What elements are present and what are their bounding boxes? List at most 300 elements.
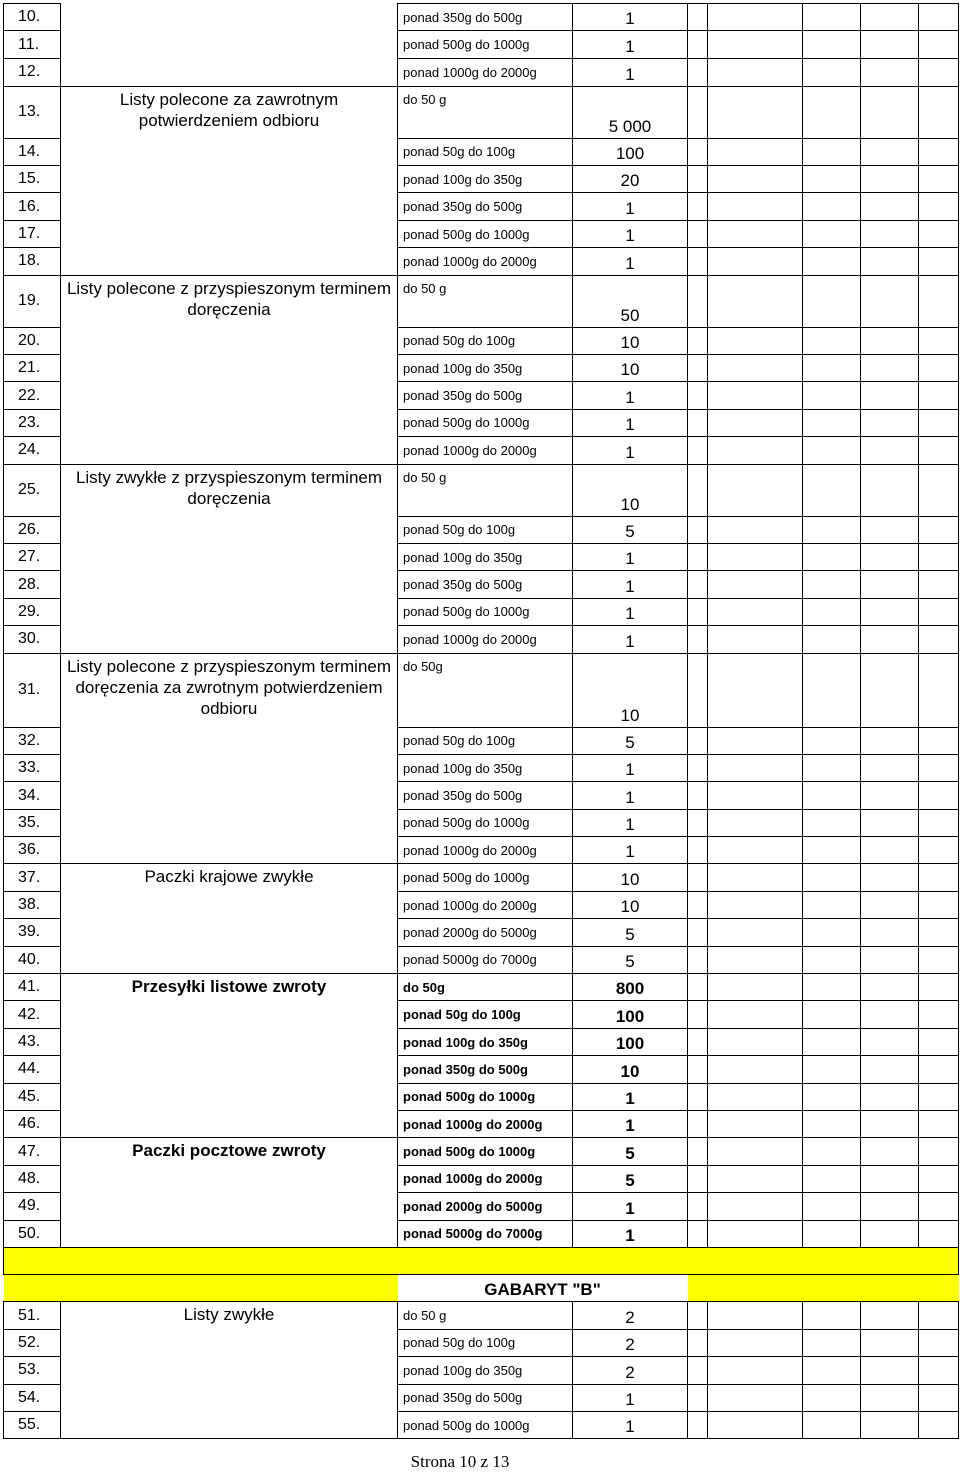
- empty-cell: [803, 193, 861, 220]
- empty-cell: [861, 754, 919, 781]
- weight-range: do 50 g: [398, 86, 573, 138]
- quantity: 2: [573, 1357, 688, 1384]
- empty-cell: [919, 248, 959, 275]
- quantity: 1: [573, 837, 688, 864]
- empty-cell: [861, 4, 919, 31]
- tariff-table: [3, 3, 959, 1439]
- empty-cell: [708, 1138, 803, 1165]
- empty-cell: [708, 1056, 803, 1083]
- row-number: 49.: [4, 1193, 61, 1220]
- empty-cell: [708, 355, 803, 382]
- empty-cell: [861, 1111, 919, 1138]
- empty-cell: [861, 1384, 919, 1411]
- row-number: 50.: [4, 1220, 61, 1247]
- empty-cell: [919, 1083, 959, 1110]
- table-row: [4, 4, 959, 31]
- empty-cell: [688, 891, 708, 918]
- empty-cell: [688, 1302, 708, 1329]
- row-number: 46.: [4, 1111, 61, 1138]
- quantity: 1: [573, 382, 688, 409]
- empty-cell: [919, 1357, 959, 1384]
- weight-range: ponad 1000g do 2000g: [398, 837, 573, 864]
- empty-cell: [708, 1083, 803, 1110]
- row-number: 40.: [4, 946, 61, 973]
- quantity: 1: [573, 626, 688, 653]
- row-number: 11.: [4, 31, 61, 58]
- empty-cell: [688, 1028, 708, 1055]
- empty-cell: [803, 1083, 861, 1110]
- empty-cell: [688, 1001, 708, 1028]
- quantity: 20: [573, 166, 688, 193]
- row-number: 47.: [4, 1138, 61, 1165]
- empty-cell: [708, 974, 803, 1001]
- weight-range: ponad 350g do 500g: [398, 382, 573, 409]
- row-number: 31.: [4, 653, 61, 727]
- quantity: 50: [573, 275, 688, 327]
- weight-range: do 50g: [398, 974, 573, 1001]
- row-number: 55.: [4, 1411, 61, 1438]
- empty-cell: [708, 626, 803, 653]
- quantity: 10: [573, 653, 688, 727]
- empty-cell: [688, 193, 708, 220]
- section-title-row: [4, 1274, 959, 1301]
- empty-cell: [803, 754, 861, 781]
- empty-cell: [688, 248, 708, 275]
- empty-cell: [688, 653, 708, 727]
- quantity: 10: [573, 355, 688, 382]
- empty-cell: [861, 409, 919, 436]
- empty-cell: [708, 1220, 803, 1247]
- empty-cell: [803, 516, 861, 543]
- empty-cell: [688, 974, 708, 1001]
- empty-cell: [919, 1028, 959, 1055]
- empty-cell: [919, 437, 959, 464]
- row-number: 41.: [4, 974, 61, 1001]
- empty-cell: [708, 809, 803, 836]
- empty-cell: [803, 1411, 861, 1438]
- empty-cell: [4, 1274, 398, 1301]
- empty-cell: [919, 1193, 959, 1220]
- empty-cell: [861, 1357, 919, 1384]
- quantity: 5: [573, 919, 688, 946]
- empty-cell: [688, 1083, 708, 1110]
- quantity: 2: [573, 1329, 688, 1356]
- empty-cell: [861, 1220, 919, 1247]
- empty-cell: [861, 626, 919, 653]
- row-number: 16.: [4, 193, 61, 220]
- empty-cell: [803, 4, 861, 31]
- empty-cell: [803, 974, 861, 1001]
- empty-cell: [688, 782, 708, 809]
- empty-cell: [861, 1028, 919, 1055]
- empty-cell: [708, 1193, 803, 1220]
- row-number: 45.: [4, 1083, 61, 1110]
- quantity: 5: [573, 1165, 688, 1192]
- weight-range: do 50 g: [398, 464, 573, 516]
- empty-cell: [688, 727, 708, 754]
- row-number: 30.: [4, 626, 61, 653]
- empty-cell: [861, 193, 919, 220]
- table-row: [4, 864, 959, 891]
- empty-cell: [861, 382, 919, 409]
- empty-cell: [861, 58, 919, 86]
- weight-range: ponad 350g do 500g: [398, 1384, 573, 1411]
- empty-cell: [688, 946, 708, 973]
- empty-cell: [708, 248, 803, 275]
- empty-cell: [861, 891, 919, 918]
- empty-cell: [919, 727, 959, 754]
- empty-cell: [919, 543, 959, 570]
- empty-cell: [919, 193, 959, 220]
- empty-cell: [708, 58, 803, 86]
- weight-range: ponad 2000g do 5000g: [398, 919, 573, 946]
- empty-cell: [688, 86, 708, 138]
- empty-cell: [708, 409, 803, 436]
- weight-range: ponad 1000g do 2000g: [398, 437, 573, 464]
- quantity: 2: [573, 1302, 688, 1329]
- quantity: 100: [573, 1028, 688, 1055]
- empty-cell: [861, 464, 919, 516]
- quantity: 1: [573, 543, 688, 570]
- weight-range: ponad 5000g do 7000g: [398, 1220, 573, 1247]
- row-number: 54.: [4, 1384, 61, 1411]
- empty-cell: [708, 1302, 803, 1329]
- empty-cell: [803, 248, 861, 275]
- quantity: 5: [573, 946, 688, 973]
- quantity: 5: [573, 516, 688, 543]
- weight-range: ponad 1000g do 2000g: [398, 1165, 573, 1192]
- empty-cell: [919, 1138, 959, 1165]
- empty-cell: [803, 571, 861, 598]
- empty-cell: [803, 891, 861, 918]
- highlight-band: [4, 1247, 959, 1274]
- empty-cell: [919, 598, 959, 625]
- empty-cell: [919, 1329, 959, 1356]
- empty-cell: [708, 166, 803, 193]
- weight-range: ponad 100g do 350g: [398, 166, 573, 193]
- empty-cell: [688, 809, 708, 836]
- empty-cell: [803, 1111, 861, 1138]
- empty-cell: [861, 837, 919, 864]
- weight-range: ponad 500g do 1000g: [398, 220, 573, 247]
- weight-range: do 50 g: [398, 1302, 573, 1329]
- table-row: [4, 31, 959, 58]
- empty-cell: [861, 1193, 919, 1220]
- empty-cell: [688, 1193, 708, 1220]
- empty-cell: [803, 409, 861, 436]
- empty-cell: [919, 754, 959, 781]
- quantity: 800: [573, 974, 688, 1001]
- empty-cell: [803, 138, 861, 165]
- row-number: 12.: [4, 58, 61, 86]
- quantity: 1: [573, 1220, 688, 1247]
- quantity: 1: [573, 1193, 688, 1220]
- empty-cell: [688, 220, 708, 247]
- empty-cell: [803, 543, 861, 570]
- empty-cell: [688, 31, 708, 58]
- empty-cell: [919, 327, 959, 354]
- quantity: 1: [573, 598, 688, 625]
- weight-range: ponad 50g do 100g: [398, 1329, 573, 1356]
- item-name: Listy zwykłe: [61, 1302, 398, 1439]
- empty-cell: [919, 782, 959, 809]
- empty-cell: [803, 31, 861, 58]
- row-number: 34.: [4, 782, 61, 809]
- weight-range: ponad 1000g do 2000g: [398, 248, 573, 275]
- empty-cell: [803, 58, 861, 86]
- weight-range: ponad 1000g do 2000g: [398, 1111, 573, 1138]
- empty-cell: [688, 1357, 708, 1384]
- empty-cell: [919, 864, 959, 891]
- empty-cell: [803, 1056, 861, 1083]
- item-name: Listy polecone z przyspieszonym terminem doręczenia za zwrotnym potwierdzeniem odbioru: [61, 653, 398, 864]
- empty-cell: [861, 1083, 919, 1110]
- row-number: 33.: [4, 754, 61, 781]
- empty-cell: [708, 1411, 803, 1438]
- weight-range: ponad 100g do 350g: [398, 355, 573, 382]
- row-number: 43.: [4, 1028, 61, 1055]
- row-number: 23.: [4, 409, 61, 436]
- empty-cell: [708, 138, 803, 165]
- empty-cell: [708, 1028, 803, 1055]
- quantity: 1: [573, 248, 688, 275]
- empty-cell: [919, 919, 959, 946]
- empty-cell: [688, 1056, 708, 1083]
- empty-cell: [861, 516, 919, 543]
- empty-cell: [919, 1411, 959, 1438]
- empty-cell: [708, 919, 803, 946]
- empty-cell: [861, 598, 919, 625]
- empty-cell: [688, 355, 708, 382]
- empty-cell: [708, 543, 803, 570]
- weight-range: ponad 350g do 500g: [398, 782, 573, 809]
- empty-cell: [708, 864, 803, 891]
- row-number: 48.: [4, 1165, 61, 1192]
- row-number: 10.: [4, 4, 61, 31]
- weight-range: ponad 500g do 1000g: [398, 409, 573, 436]
- empty-cell: [688, 1329, 708, 1356]
- empty-cell: [919, 31, 959, 58]
- empty-cell: [919, 382, 959, 409]
- empty-cell: [708, 1384, 803, 1411]
- page-number: Strona 10 z 13: [410, 1452, 510, 1471]
- quantity: 1: [573, 220, 688, 247]
- table-row: [4, 86, 959, 138]
- quantity: 1: [573, 437, 688, 464]
- row-number: 21.: [4, 355, 61, 382]
- weight-range: ponad 50g do 100g: [398, 727, 573, 754]
- empty-cell: [708, 946, 803, 973]
- row-number: 27.: [4, 543, 61, 570]
- row-number: 38.: [4, 891, 61, 918]
- empty-cell: [861, 864, 919, 891]
- empty-cell: [708, 1165, 803, 1192]
- empty-cell: [708, 1001, 803, 1028]
- empty-cell: [803, 782, 861, 809]
- empty-cell: [688, 1138, 708, 1165]
- empty-cell: [861, 974, 919, 1001]
- empty-cell: [861, 166, 919, 193]
- weight-range: ponad 500g do 1000g: [398, 809, 573, 836]
- row-number: 26.: [4, 516, 61, 543]
- weight-range: ponad 50g do 100g: [398, 327, 573, 354]
- empty-cell: [708, 382, 803, 409]
- quantity: 100: [573, 1001, 688, 1028]
- weight-range: ponad 5000g do 7000g: [398, 946, 573, 973]
- row-number: 42.: [4, 1001, 61, 1028]
- empty-cell: [688, 382, 708, 409]
- row-number: 18.: [4, 248, 61, 275]
- empty-cell: [708, 1357, 803, 1384]
- empty-cell: [861, 1138, 919, 1165]
- empty-cell: [803, 946, 861, 973]
- weight-range: ponad 1000g do 2000g: [398, 891, 573, 918]
- item-name: Listy polecone za zawrotnym potwierdzeniem odbioru: [61, 86, 398, 275]
- empty-cell: [803, 598, 861, 625]
- empty-cell: [708, 754, 803, 781]
- empty-cell: [861, 355, 919, 382]
- empty-cell: [688, 754, 708, 781]
- empty-cell: [688, 4, 708, 31]
- empty-cell: [919, 464, 959, 516]
- row-number: 52.: [4, 1329, 61, 1356]
- empty-cell: [919, 516, 959, 543]
- empty-cell: [688, 138, 708, 165]
- empty-cell: [708, 891, 803, 918]
- item-name: [61, 4, 398, 31]
- weight-range: ponad 500g do 1000g: [398, 864, 573, 891]
- empty-cell: [708, 437, 803, 464]
- empty-cell: [861, 248, 919, 275]
- empty-cell: [688, 1274, 959, 1301]
- empty-cell: [919, 571, 959, 598]
- empty-cell: [803, 864, 861, 891]
- empty-cell: [708, 782, 803, 809]
- empty-cell: [708, 837, 803, 864]
- quantity: 10: [573, 327, 688, 354]
- row-number: 13.: [4, 86, 61, 138]
- empty-cell: [919, 837, 959, 864]
- empty-cell: [803, 166, 861, 193]
- empty-cell: [688, 1384, 708, 1411]
- empty-cell: [919, 1056, 959, 1083]
- row-number: 53.: [4, 1357, 61, 1384]
- empty-cell: [919, 220, 959, 247]
- empty-cell: [861, 1056, 919, 1083]
- row-number: 35.: [4, 809, 61, 836]
- table-row: [4, 58, 959, 86]
- empty-cell: [803, 1384, 861, 1411]
- row-number: 25.: [4, 464, 61, 516]
- section-title: GABARYT "B": [398, 1274, 688, 1301]
- weight-range: ponad 100g do 350g: [398, 543, 573, 570]
- table-row: [4, 464, 959, 516]
- empty-cell: [803, 355, 861, 382]
- empty-cell: [688, 837, 708, 864]
- empty-cell: [803, 626, 861, 653]
- empty-cell: [688, 464, 708, 516]
- item-name: Przesyłki listowe zwroty: [61, 974, 398, 1138]
- weight-range: do 50g: [398, 653, 573, 727]
- quantity: 5: [573, 1138, 688, 1165]
- row-number: 37.: [4, 864, 61, 891]
- empty-cell: [803, 327, 861, 354]
- weight-range: ponad 1000g do 2000g: [398, 58, 573, 86]
- section-separator: [4, 1247, 959, 1274]
- empty-cell: [861, 727, 919, 754]
- row-number: 51.: [4, 1302, 61, 1329]
- quantity: 1: [573, 571, 688, 598]
- weight-range: ponad 500g do 1000g: [398, 1411, 573, 1438]
- weight-range: ponad 1000g do 2000g: [398, 626, 573, 653]
- item-name: [61, 31, 398, 58]
- empty-cell: [708, 598, 803, 625]
- quantity: 5: [573, 727, 688, 754]
- empty-cell: [861, 327, 919, 354]
- empty-cell: [919, 1302, 959, 1329]
- empty-cell: [803, 437, 861, 464]
- weight-range: ponad 350g do 500g: [398, 193, 573, 220]
- row-number: 14.: [4, 138, 61, 165]
- item-name: Paczki krajowe zwykłe: [61, 864, 398, 974]
- empty-cell: [688, 626, 708, 653]
- empty-cell: [708, 193, 803, 220]
- quantity: 1: [573, 782, 688, 809]
- row-number: 29.: [4, 598, 61, 625]
- empty-cell: [861, 31, 919, 58]
- empty-cell: [708, 4, 803, 31]
- item-name: Paczki pocztowe zwroty: [61, 1138, 398, 1248]
- item-name: [61, 58, 398, 86]
- empty-cell: [708, 327, 803, 354]
- weight-range: ponad 100g do 350g: [398, 1357, 573, 1384]
- empty-cell: [688, 1411, 708, 1438]
- empty-cell: [708, 464, 803, 516]
- empty-cell: [708, 86, 803, 138]
- empty-cell: [919, 86, 959, 138]
- empty-cell: [688, 409, 708, 436]
- weight-range: ponad 500g do 1000g: [398, 1138, 573, 1165]
- empty-cell: [861, 138, 919, 165]
- empty-cell: [803, 1302, 861, 1329]
- empty-cell: [919, 626, 959, 653]
- row-number: 19.: [4, 275, 61, 327]
- row-number: 24.: [4, 437, 61, 464]
- empty-cell: [919, 275, 959, 327]
- row-number: 44.: [4, 1056, 61, 1083]
- empty-cell: [803, 919, 861, 946]
- empty-cell: [861, 220, 919, 247]
- empty-cell: [803, 1220, 861, 1247]
- empty-cell: [803, 1193, 861, 1220]
- weight-range: do 50 g: [398, 275, 573, 327]
- empty-cell: [803, 1165, 861, 1192]
- empty-cell: [688, 327, 708, 354]
- table-row: [4, 1302, 959, 1329]
- empty-cell: [708, 727, 803, 754]
- empty-cell: [688, 1220, 708, 1247]
- empty-cell: [803, 727, 861, 754]
- empty-cell: [919, 1001, 959, 1028]
- table-row: [4, 1138, 959, 1165]
- empty-cell: [861, 543, 919, 570]
- empty-cell: [688, 166, 708, 193]
- empty-cell: [803, 653, 861, 727]
- weight-range: ponad 500g do 1000g: [398, 598, 573, 625]
- quantity: 10: [573, 464, 688, 516]
- empty-cell: [861, 571, 919, 598]
- empty-cell: [803, 86, 861, 138]
